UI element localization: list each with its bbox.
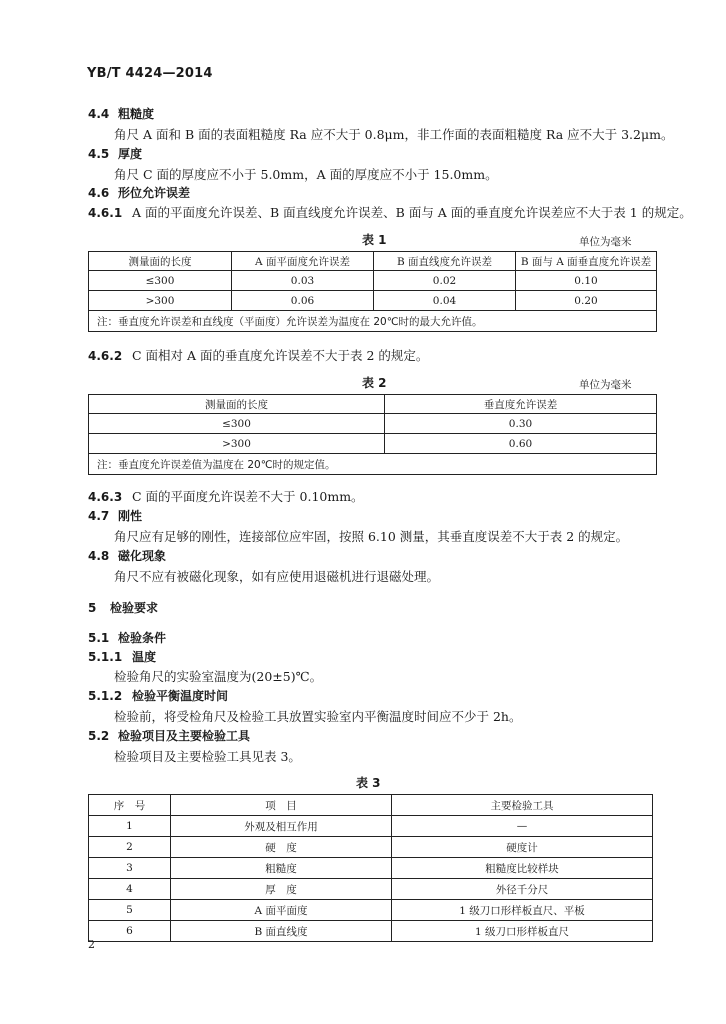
section-5-1-1-text: 检验角尺的实验室温度为(20±5)℃。	[114, 669, 323, 684]
table-1-header-cell: 测量面的长度	[89, 252, 232, 271]
section-4-7-heading	[88, 507, 142, 524]
table-cell: 3	[89, 858, 171, 879]
table-row	[89, 271, 657, 291]
table-cell: 2	[89, 837, 171, 858]
section-number: 4.8	[88, 549, 110, 563]
table-cell: 外观及相互作用	[171, 816, 392, 837]
table-3-header-cell: 序 号	[89, 795, 171, 816]
section-4-5-heading	[88, 145, 142, 162]
table-cell: 粗糙度比较样块	[392, 858, 653, 879]
table-cell: 外径千分尺	[392, 879, 653, 900]
table-3	[88, 794, 653, 942]
section-title: 刚性	[118, 509, 143, 523]
table-row	[89, 858, 653, 879]
section-title: 厚度	[118, 147, 143, 161]
table-cell: 0.02	[374, 271, 516, 291]
table-cell: 0.30	[385, 414, 657, 434]
section-number: 4.6.1	[88, 206, 123, 220]
table-row	[89, 900, 653, 921]
section-5-2-text: 检验项目及主要检验工具见表 3。	[114, 749, 301, 764]
table-3-caption: 表 3	[356, 776, 381, 790]
table-cell: 1	[89, 816, 171, 837]
table-cell: 厚 度	[171, 879, 392, 900]
table-row	[89, 921, 653, 942]
table-cell: ≤300	[89, 414, 385, 434]
section-number: 5.2	[88, 729, 110, 743]
section-number: 5	[88, 601, 97, 615]
table-cell: 0.10	[516, 271, 657, 291]
section-title: 检验平衡温度时间	[132, 689, 229, 703]
table-1-header-cell: B 面直线度允许误差	[374, 252, 516, 271]
section-title: 磁化现象	[118, 549, 167, 563]
section-number: 4.6	[88, 186, 110, 200]
table-cell: 6	[89, 921, 171, 942]
table-row	[89, 816, 653, 837]
section-title: 检验要求	[110, 601, 159, 615]
section-number: 4.5	[88, 147, 110, 161]
table-cell: 0.03	[232, 271, 374, 291]
section-4-6-2	[88, 346, 428, 364]
table-row	[89, 434, 657, 454]
table-cell: 硬 度	[171, 837, 392, 858]
table-3-header-cell: 主要检验工具	[392, 795, 653, 816]
table-1-unit: 单位为毫米	[579, 236, 632, 248]
section-5-1-2-heading	[88, 687, 228, 704]
table-cell: 1 级刀口形样板直尺	[392, 921, 653, 942]
table-cell: 粗糙度	[171, 858, 392, 879]
table-row	[89, 291, 657, 311]
section-title: 检验项目及主要检验工具	[118, 729, 251, 743]
table-2	[88, 394, 657, 475]
table-1	[88, 251, 657, 332]
section-title: 检验条件	[118, 631, 167, 645]
section-title: 形位允许误差	[118, 186, 191, 200]
table-2-caption: 表 2	[362, 376, 387, 390]
page-number: 2	[88, 938, 95, 951]
section-4-7-text: 角尺应有足够的刚性，连接部位应牢固，按照 6.10 测量，其垂直度误差不大于表 2 的规定。	[114, 529, 629, 544]
section-5-2-heading	[88, 727, 250, 744]
table-cell: 4	[89, 879, 171, 900]
section-text: C 面的平面度允许误差不大于 0.10mm。	[132, 489, 364, 504]
section-4-4-text: 角尺 A 面和 B 面的表面粗糙度 Ra 应不大于 0.8μm，非工作面的表面粗糙度 Ra 应不大于 3.2μm。	[114, 127, 674, 142]
section-4-8-text: 角尺不应有被磁化现象，如有应使用退磁机进行退磁处理。	[114, 569, 440, 584]
table-3-header-cell: 项 目	[171, 795, 392, 816]
table-cell: 1 级刀口形样板直尺、平板	[392, 900, 653, 921]
section-title: 粗糙度	[118, 107, 155, 121]
table-cell: 0.20	[516, 291, 657, 311]
table-cell: >300	[89, 434, 385, 454]
section-number: 4.6.3	[88, 490, 123, 504]
section-text: C 面相对 A 面的垂直度允许误差不大于表 2 的规定。	[132, 348, 429, 363]
table-cell: A 面平面度	[171, 900, 392, 921]
section-5-1-heading	[88, 629, 166, 646]
section-5-1-2-text: 检验前，将受检角尺及检验工具放置实验室内平衡温度时间应不少于 2h。	[114, 709, 522, 724]
section-5-heading	[88, 599, 158, 616]
table-cell: 0.60	[385, 434, 657, 454]
section-number: 5.1.2	[88, 689, 123, 703]
section-4-8-heading	[88, 547, 166, 564]
section-4-6-heading	[88, 184, 190, 201]
table-1-header-cell: B 面与 A 面垂直度允许误差	[516, 252, 657, 271]
table-cell: B 面直线度	[171, 921, 392, 942]
table-row	[89, 879, 653, 900]
table-cell: 0.06	[232, 291, 374, 311]
table-cell: 硬度计	[392, 837, 653, 858]
table-1-caption: 表 1	[362, 233, 387, 247]
section-number: 4.7	[88, 509, 110, 523]
table-2-note: 注：垂直度允许误差值为温度在 20℃时的规定值。	[89, 454, 657, 475]
section-number: 4.4	[88, 107, 110, 121]
table-row	[89, 414, 657, 434]
section-title: 温度	[132, 650, 157, 664]
table-2-header-cell: 测量面的长度	[89, 395, 385, 414]
section-number: 4.6.2	[88, 349, 123, 363]
table-cell: —	[392, 816, 653, 837]
table-cell: 5	[89, 900, 171, 921]
section-number: 5.1.1	[88, 650, 123, 664]
section-number: 5.1	[88, 631, 110, 645]
table-2-unit: 单位为毫米	[579, 379, 632, 391]
table-cell: ≤300	[89, 271, 232, 291]
table-row	[89, 837, 653, 858]
section-5-1-1-heading	[88, 648, 156, 665]
section-text: A 面的平面度允许误差、B 面直线度允许误差、B 面与 A 面的垂直度允许误差应不大于表 1 的规定。	[132, 205, 692, 220]
section-4-6-1	[88, 203, 692, 221]
standard-number: YB/T 4424—2014	[87, 66, 213, 81]
section-4-6-3	[88, 487, 364, 505]
table-1-note: 注：垂直度允许误差和直线度（平面度）允许误差为温度在 20℃时的最大允许值。	[89, 311, 657, 332]
table-cell: >300	[89, 291, 232, 311]
section-4-5-text: 角尺 C 面的厚度应不小于 5.0mm，A 面的厚度应不小于 15.0mm。	[114, 167, 498, 182]
section-4-4-heading	[88, 105, 154, 122]
table-1-header-cell: A 面平面度允许误差	[232, 252, 374, 271]
table-2-header-cell: 垂直度允许误差	[385, 395, 657, 414]
table-cell: 0.04	[374, 291, 516, 311]
